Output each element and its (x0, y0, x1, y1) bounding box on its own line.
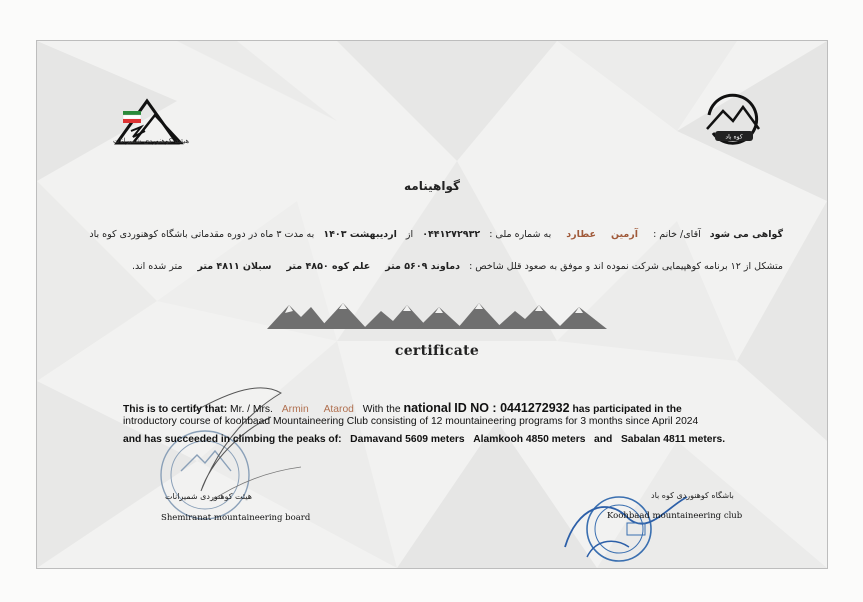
english-id: ID NO : 0441272932 (454, 401, 570, 415)
english-line-2: introductory course of koohbaad Mountaineering Club consisting of 12 mountaineering programs for 3 months since April 2024 (123, 416, 699, 427)
english-with-the: With the (362, 404, 401, 415)
persian-line-1 (83, 229, 783, 240)
persian-title: گواهینامه (404, 179, 460, 193)
right-signature-caption-en: Koohbaad mountaineering club (607, 511, 743, 521)
certificate-frame (36, 40, 828, 569)
persian-from-date: اردیبهشت ۱۴۰۳ (323, 229, 397, 240)
english-last-name: Atarod (323, 404, 354, 415)
english-lead: This is to certify that: (123, 404, 228, 415)
mountain-range-divider-icon (267, 299, 607, 329)
koohbaad-club-logo-icon (699, 85, 765, 151)
mountain-flag-logo-icon (111, 91, 191, 157)
left-stamp-signature-icon (141, 371, 341, 531)
persian-line-2 (126, 261, 783, 272)
english-peak-1: Damavand 5609 meters (350, 434, 465, 445)
persian-peak-2: علم کوه ۴۸۵۰ متر (286, 261, 371, 272)
english-peak-2: Alamkooh 4850 meters (473, 434, 586, 445)
persian-line2-suffix: متر شده اند. (131, 261, 183, 272)
persian-last-name: عطارد (566, 229, 596, 240)
persian-line2-text: متشکل از ۱۲ برنامه کوهپیمایی شرکت نموده اند و موفق به صعود قلل شاخص : (469, 261, 783, 272)
persian-id-number: ۰۴۴۱۲۷۲۹۳۲ (422, 229, 481, 240)
right-logo-text: کوه باد (725, 133, 743, 141)
left-logo-caption: هیئت کوهنوردی شمیرانات (112, 137, 190, 145)
english-national: national (403, 401, 452, 415)
right-signature-caption-fa: باشگاه کوهنوردی کوه باد (651, 491, 734, 500)
certificate-title: certificate (394, 343, 480, 359)
persian-salutation: آقای/ خانم : (653, 229, 701, 240)
english-line3-lead: and has succeeded in climbing the peaks of: (123, 434, 342, 445)
english-and: and (594, 434, 613, 445)
english-line-1 (123, 401, 682, 415)
persian-from-label: از (405, 229, 414, 240)
persian-peak-3: سبلان ۴۸۱۱ متر (197, 261, 272, 272)
persian-peak-1: دماوند ۵۶۰۹ متر (385, 261, 461, 272)
english-line-3 (123, 434, 725, 445)
english-line1-rest: has participated in the (572, 404, 682, 415)
english-peak-3: Sabalan 4811 meters. (620, 434, 726, 445)
english-first-name: Armin (281, 404, 309, 415)
left-signature-caption-en: Shemiranat mountaineering board (161, 513, 311, 523)
persian-first-name: آرمین (610, 229, 639, 240)
english-salutation: Mr. / Mrs. (230, 404, 273, 415)
persian-line1-rest: به مدت ۳ ماه در دوره مقدماتی باشگاه کوهنوردی کوه باد (89, 229, 315, 240)
left-signature-caption-fa: هیئت کوهنوردی شمیرانات (165, 492, 252, 501)
persian-prefix: گواهی می شود (709, 229, 783, 240)
persian-id-label: به شماره ملی : (489, 229, 552, 240)
